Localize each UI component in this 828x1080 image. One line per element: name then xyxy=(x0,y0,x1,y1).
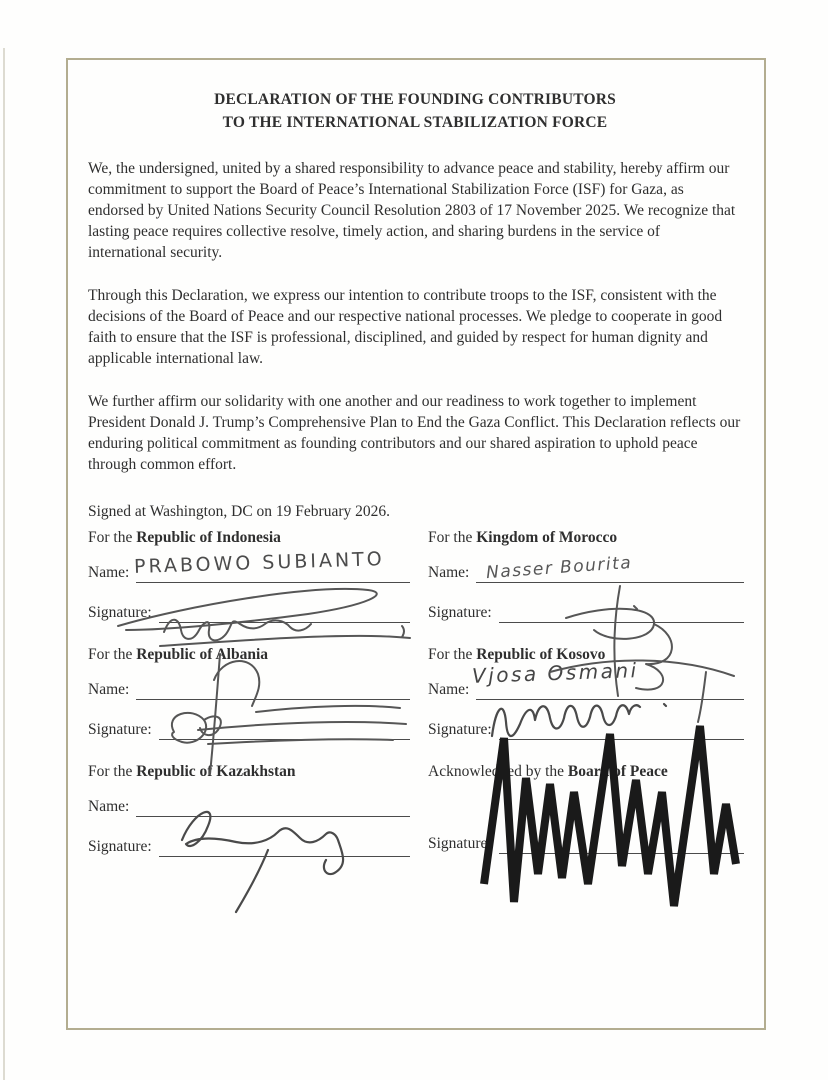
name-line xyxy=(136,563,410,583)
signature-line xyxy=(159,837,410,857)
name-label: Name: xyxy=(428,564,470,581)
document-body xyxy=(88,88,742,522)
signature-row xyxy=(428,834,744,854)
handwritten-name-kosovo: Vjosa Osmani xyxy=(471,658,640,688)
signature-line xyxy=(159,720,410,740)
signature-label: Signature: xyxy=(88,838,152,855)
signature-block-morocco xyxy=(428,528,744,623)
name-line xyxy=(136,680,410,700)
name-label: Name: xyxy=(88,681,130,698)
signature-row xyxy=(88,720,410,740)
block-heading xyxy=(88,762,410,782)
signature-row xyxy=(428,603,744,623)
paragraph-3: We further affirm our solidarity with one another and our readiness to work together to implement President Donald J. Trump’s Comprehensive Plan to End the Gaza Conflict. This Declaration reflects our enduring political commitment as founding contributors and our shared aspiration to uphold peace through common effort. xyxy=(88,393,741,473)
block-heading xyxy=(428,762,744,782)
party-name: Kingdom of Morocco xyxy=(476,529,618,546)
block-heading xyxy=(88,645,410,665)
block-heading xyxy=(428,645,744,665)
heading-prefix: For the xyxy=(88,763,137,780)
name-row xyxy=(88,797,410,817)
name-label: Name: xyxy=(88,798,130,815)
party-name: Republic of Kazakhstan xyxy=(136,763,296,780)
name-line xyxy=(476,680,744,700)
title-line-1: DECLARATION OF THE FOUNDING CONTRIBUTORS xyxy=(214,91,616,108)
document-title xyxy=(88,88,742,134)
signature-row xyxy=(88,603,410,623)
signature-block-kazakhstan xyxy=(88,762,410,857)
name-row xyxy=(88,563,410,583)
heading-prefix: For the xyxy=(88,646,137,663)
party-name: Republic of Albania xyxy=(136,646,268,663)
signature-label: Signature: xyxy=(88,604,152,621)
heading-prefix: Acknowledged by the xyxy=(428,763,568,780)
name-row xyxy=(428,563,744,583)
name-label: Name: xyxy=(88,564,130,581)
signature-label: Signature: xyxy=(428,604,492,621)
heading-prefix: For the xyxy=(428,529,477,546)
signature-row xyxy=(88,837,410,857)
scan-page-edge xyxy=(3,48,5,1080)
signature-block-board-of-peace xyxy=(428,762,744,854)
paragraph-1: We, the undersigned, united by a shared responsibility to advance peace and stability, hereby affirm our commitment to support the Board of Peace’s International Stabilization Force (ISF) for Gaza, as endorsed by United Nations Security Council Resolution 2803 of 17 November 2025. We recognize that lasting peace requires collective resolve, timely action, and sharing burdens in the service of international security. xyxy=(88,160,736,261)
name-row xyxy=(428,680,744,700)
signature-line xyxy=(159,603,410,623)
handwritten-name-indonesia: PRABOWO SUBIANTO xyxy=(133,548,385,578)
party-name: Board of Peace xyxy=(567,763,668,780)
name-line xyxy=(136,797,410,817)
signature-label: Signature: xyxy=(88,721,152,738)
signature-block-indonesia xyxy=(88,528,410,623)
name-line xyxy=(476,563,744,583)
signature-section xyxy=(88,528,744,928)
signature-row xyxy=(428,720,744,740)
signature-block-kosovo xyxy=(428,645,744,740)
handwritten-name-morocco: Nasser Bourita xyxy=(485,552,633,584)
block-heading xyxy=(428,528,744,548)
heading-prefix: For the xyxy=(428,646,477,663)
signature-label: Signature: xyxy=(428,835,492,852)
heading-prefix: For the xyxy=(88,529,137,546)
signature-line xyxy=(499,720,744,740)
signed-at-line: Signed at Washington, DC on 19 February 2026. xyxy=(88,503,390,520)
signature-line xyxy=(499,834,744,854)
title-line-2: TO THE INTERNATIONAL STABILIZATION FORCE xyxy=(222,114,608,131)
block-heading xyxy=(88,528,410,548)
party-name: Republic of Kosovo xyxy=(476,646,606,663)
name-row xyxy=(88,680,410,700)
signature-label: Signature: xyxy=(428,721,492,738)
paragraph-2: Through this Declaration, we express our intention to contribute troops to the ISF, consistent with the decisions of the Board of Peace and our respective national processes. We pledge to cooperate in good faith to ensure that the ISF is professional, disciplined, and guided by respect for human dignity and applicable international law. xyxy=(88,287,723,367)
name-label: Name: xyxy=(428,681,470,698)
party-name: Republic of Indonesia xyxy=(136,529,281,546)
signature-line xyxy=(499,603,744,623)
signature-block-albania xyxy=(88,645,410,740)
